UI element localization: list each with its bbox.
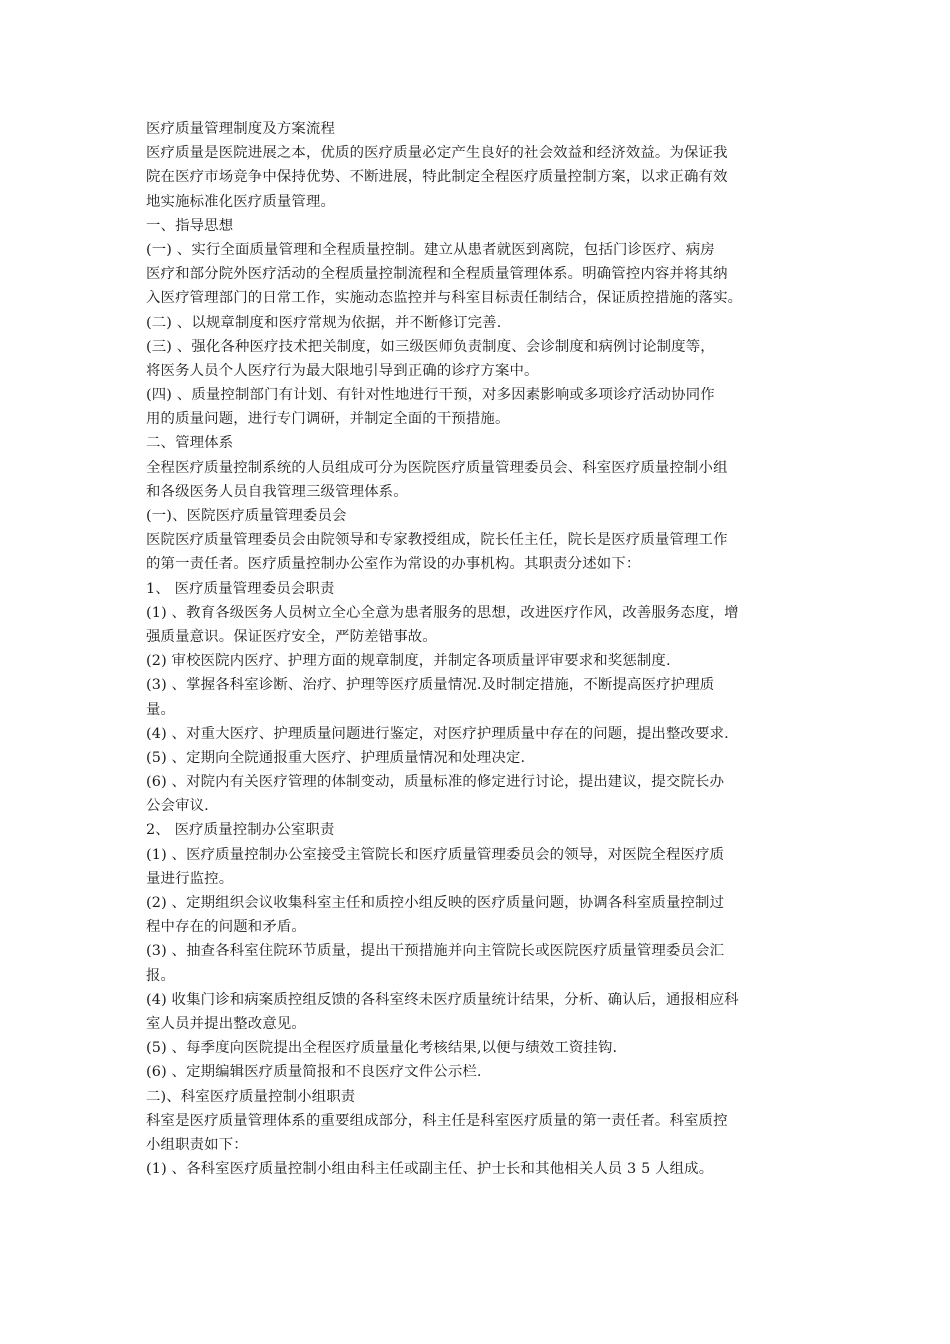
text-line: (三) 、强化各种医疗技术把关制度，如三级医师负责制度、会诊制度和病例讨论制度等， xyxy=(146,338,715,355)
text-line: (4) 收集门诊和病案质控组反馈的各科室终未医疗质量统计结果，分析、确认后，通报相应科 xyxy=(146,991,739,1008)
text-line: 室人员并提出整改意见。 xyxy=(146,1015,306,1032)
text-line: 院在医疗市场竞争中保持优势、不断进展，特此制定全程医疗质量控制方案，以求正确有效 xyxy=(146,169,728,186)
text-line: 量进行监控。 xyxy=(146,870,234,887)
text-line: 入医疗管理部门的日常工作，实施动态监控并与科室目标责任制结合，保证质控措施的落实。 xyxy=(146,290,743,307)
text-line: 全程医疗质量控制系统的人员组成可分为医院医疗质量管理委员会、科室医疗质量控制小组 xyxy=(146,459,728,476)
text-line: (3) 、抽查各科室住院环节质量，提出干预措施并向主管院长或医院医疗质量管理委员会汇 xyxy=(146,943,725,960)
subsection-heading: 1、 医疗质量管理委员会职责 xyxy=(146,580,335,597)
text-line: (5) 、每季度向医院提出全程医疗质量量化考核结果,以便与绩效工资挂钩. xyxy=(146,1040,618,1057)
subsection-heading: (一)、医院医疗质量管理委员会 xyxy=(146,508,347,524)
text-line: 公会审议. xyxy=(146,798,209,815)
text-line: 科室是医疗质量管理体系的重要组成部分，科主任是科室医疗质量的第一责任者。科室质控 xyxy=(146,1112,728,1129)
text-line: (2) 审校医院内医疗、护理方面的规章制度，并制定各项质量评审要求和奖惩制度. xyxy=(146,653,671,670)
text-line: 报。 xyxy=(146,967,176,984)
text-line: 用的质量问题，进行专门调研，并制定全面的干预措施。 xyxy=(146,411,510,428)
text-line: (1) 、各科室医疗质量控制小组由科主任或副主任、护士长和其他相关人员 3 5 人组成。 xyxy=(146,1161,714,1178)
document-body xyxy=(146,117,836,1181)
text-line: 将医务人员个人医疗行为最大限地引导到正确的诊疗方案中。 xyxy=(146,362,539,379)
subsection-heading: 2、 医疗质量控制办公室职责 xyxy=(146,822,335,839)
text-line: 的第一责任者。医疗质量控制办公室作为常设的办事机构。其职责分述如下： xyxy=(146,556,641,573)
text-line: 医疗质量是医院进展之本，优质的医疗质量必定产生良好的社会效益和经济效益。为保证我 xyxy=(146,145,728,162)
text-line: 小组职责如下： xyxy=(146,1136,248,1153)
text-line: (6) 、对院内有关医疗管理的体制变动，质量标准的修定进行讨论，提出建议，提交院长办 xyxy=(146,774,725,791)
text-line: (一) 、实行全面质量管理和全程质量控制。建立从患者就医到离院，包括门诊医疗、病房 xyxy=(146,241,715,258)
text-line: 和各级医务人员自我管理三级管理体系。 xyxy=(146,483,408,500)
section-heading: 一、指导思想 xyxy=(146,217,234,234)
text-line: 医院医疗质量管理委员会由院领导和专家教授组成，院长任主任，院长是医疗质量管理工作 xyxy=(146,532,728,549)
text-line: 地实施标准化医疗质量管理。 xyxy=(146,193,336,210)
text-line: 程中存在的问题和矛盾。 xyxy=(146,919,306,936)
text-line: (4) 、对重大医疗、护理质量问题进行鉴定，对医疗护理质量中存在的问题，提出整改要求. xyxy=(146,725,729,742)
text-line: (1) 、教育各级医务人员树立全心全意为患者服务的思想，改进医疗作风，改善服务态度，增 xyxy=(146,604,739,621)
subsection-heading: 二)、科室医疗质量控制小组职责 xyxy=(146,1088,356,1105)
text-line: (二) 、以规章制度和医疗常规为依据，并不断修订完善. xyxy=(146,314,502,331)
text-line: 强质量意识。保证医疗安全，严防差错事故。 xyxy=(146,628,437,645)
section-heading: 二、管理体系 xyxy=(146,435,234,452)
text-line: (四) 、质量控制部门有计划、有针对性地进行干预，对多因素影响或多项诊疗活动协同作 xyxy=(146,387,715,404)
text-line: (6) 、定期编辑医疗质量简报和不良医疗文件公示栏. xyxy=(146,1064,482,1081)
text-line: (1) 、医疗质量控制办公室接受主管院长和医疗质量管理委员会的领导，对医院全程医疗质 xyxy=(146,846,725,863)
text-line: (2) 、定期组织会议收集科室主任和质控小组反映的医疗质量问题，协调各科室质量控制过 xyxy=(146,895,725,911)
document-title: 医疗质量管理制度及方案流程 xyxy=(146,121,336,137)
text-line: 量。 xyxy=(146,701,176,718)
text-line: (3) 、掌握各科室诊断、治疗、护理等医疗质量情况.及时制定措施，不断提高医疗护理质 xyxy=(146,677,715,694)
text-line: 医疗和部分院外医疗活动的全程质量控制流程和全程质量管理体系。明确管控内容并将其纳 xyxy=(146,266,728,283)
text-line: (5) 、定期向全院通报重大医疗、护理质量情况和处理决定. xyxy=(146,749,526,766)
